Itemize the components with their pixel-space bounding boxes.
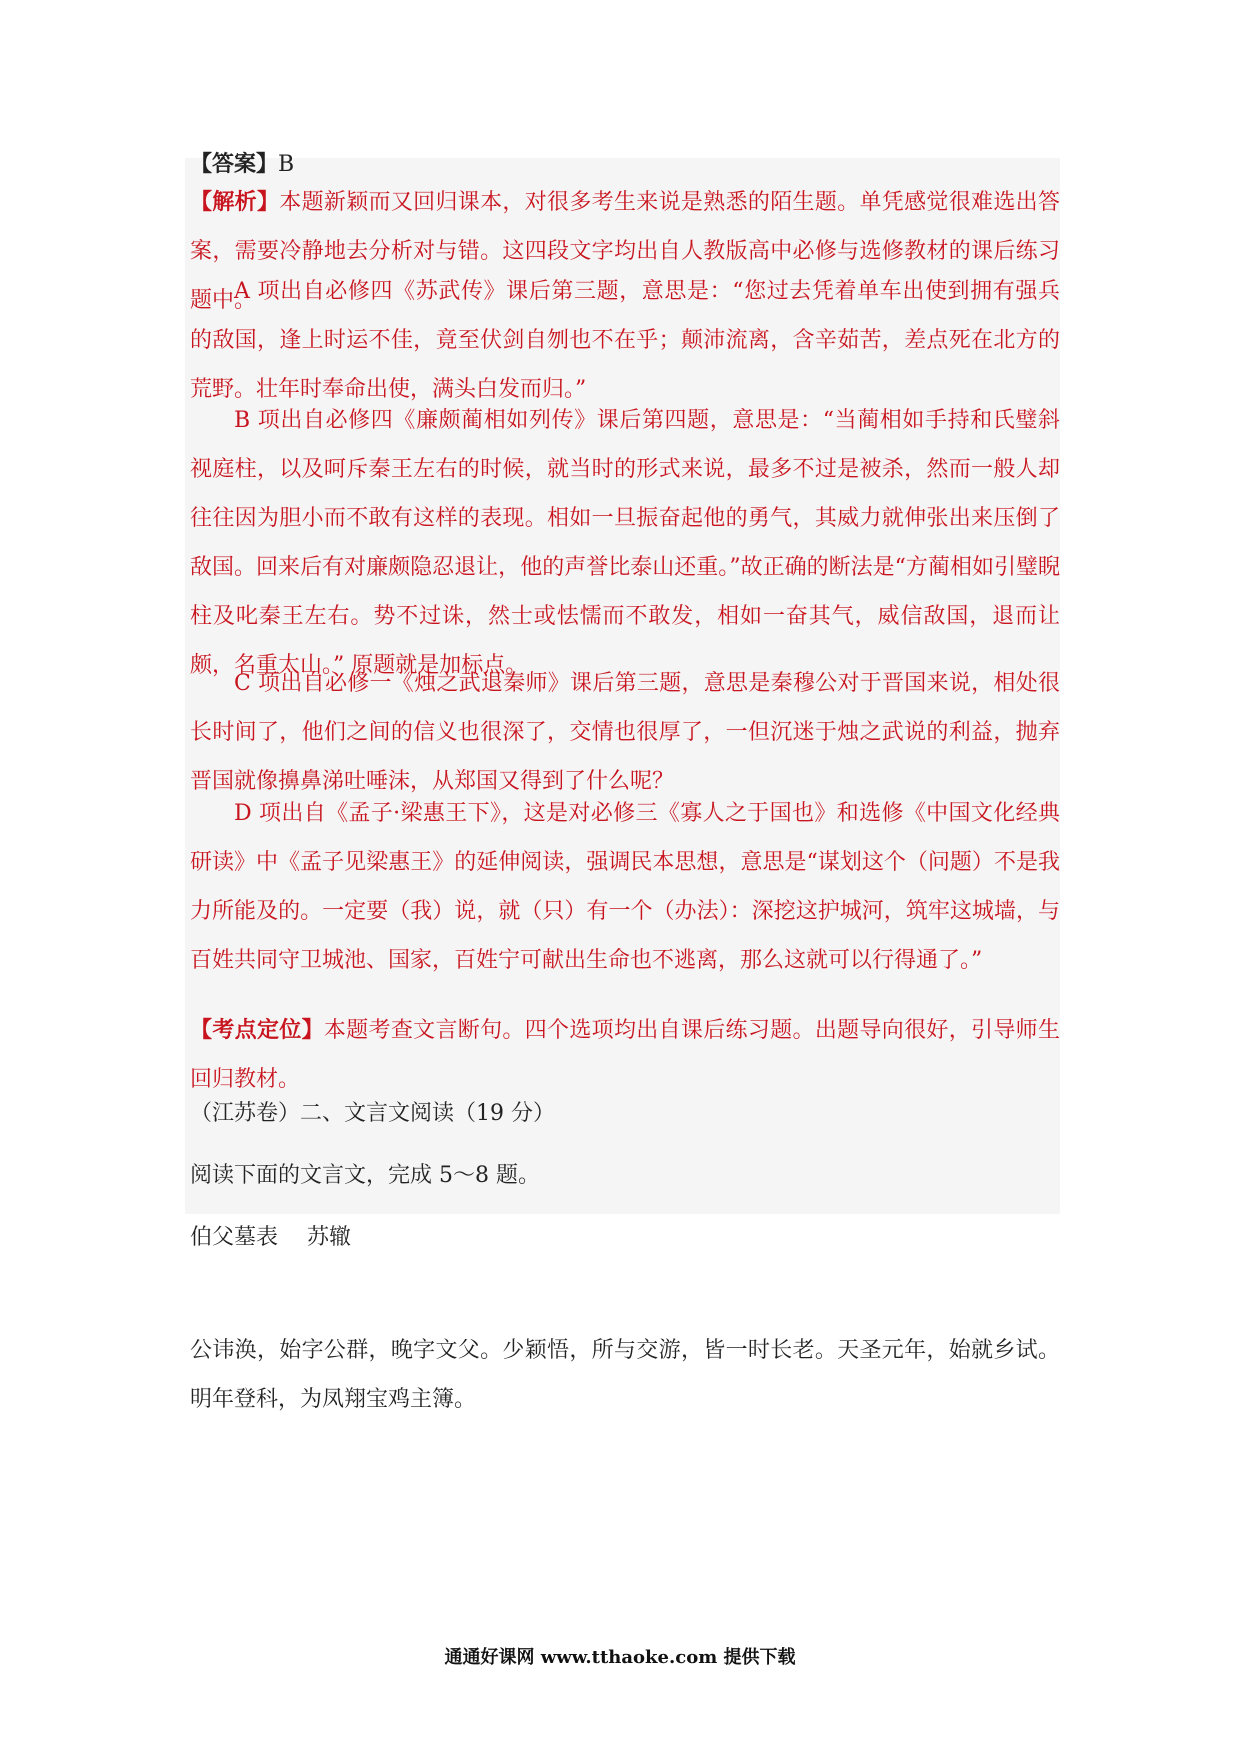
passage-text: 公讳涣，始字公群，晚字文父。少颖悟，所与交游，皆一时长老。天圣元年，始就乡试。明年登科，为凤翔宝鸡主簿。 xyxy=(190,1338,1060,1412)
option-d-paragraph: D 项出自《孟子·梁惠王下》，这是对必修三《寡人之于国也》和选修《中国文化经典研读》中《孟子见梁惠王》的延伸阅读，强调民本思想，意思是“谋划这个（问题）不是我力所能及的。一定要（我）说，就（只）有一个（办法）：深挖这护城河，筑牢这城墙，与百姓共同守卫城池、国家，百姓宁可献出生命也不逃离，那么这就可以行得通了。” xyxy=(190,801,1060,973)
exam-point-label: 【考点定位】 xyxy=(190,1017,324,1043)
analysis-label: 【解析】 xyxy=(190,189,280,215)
instruction-text: 阅读下面的文言文，完成 5～8 题。 xyxy=(190,1163,540,1188)
option-c-paragraph: C 项出自必修一《烛之武退秦师》课后第三题，意思是秦穆公对于晋国来说，相处很长时间了，他们之间的信义也很深了，交情也很厚了，一但沉迷于烛之武说的利益，抛弃晋国就像擤鼻涕吐唾沫，从郑国又得到了什么呢？ xyxy=(190,671,1060,794)
section-title: （江苏卷）二、文言文阅读（19 分） xyxy=(190,1101,555,1126)
exam-point-text: 本题考查文言断句。四个选项均出自课后练习题。出题导向很好，引导师生回归教材。 xyxy=(190,1018,1060,1092)
answer-label: 【答案】 xyxy=(190,151,279,177)
analysis-text: 本题新颖而又回归课本，对很多考生来说是熟悉的陌生题。单凭感觉很难选出答案，需要冷静地去分析对与错。这四段文字均出自人教版高中必修与选修教材的课后练习题中。 xyxy=(190,190,1060,313)
answer-value: B xyxy=(278,152,295,177)
passage-title: 伯父墓表 苏辙 xyxy=(190,1225,351,1250)
option-b-paragraph: B 项出自必修四《廉颇蔺相如列传》课后第四题，意思是：“当蔺相如手持和氏璧斜视庭柱，以及呵斥秦王左右的时候，就当时的形式来说，最多不过是被杀，然而一般人却往往因为胆小而不敢有这样的表现。相如一旦振奋起他的勇气，其威力就伸张出来压倒了敌国。回来后有对廉颇隐忍退让，他的声誉比泰山还重。”故正确的断法是“方蔺相如引璧睨柱及叱秦王左右。势不过诛，然士或怯懦而不敢发，相如一奋其气，威信敌国，退而让颇，名重太山。” 原题就是加标点。 xyxy=(190,408,1060,678)
page-footer: 通通好课网 www.tthaoke.com 提供下载 xyxy=(444,1647,796,1668)
option-a-paragraph: A 项出自必修四《苏武传》课后第三题，意思是：“您过去凭着单车出使到拥有强兵的敌国，逢上时运不佳，竟至伏剑自刎也不在乎；颠沛流离，含辛茹苦，差点死在北方的荒野。壮年时奉命出使，满头白发而归。” xyxy=(190,279,1060,402)
